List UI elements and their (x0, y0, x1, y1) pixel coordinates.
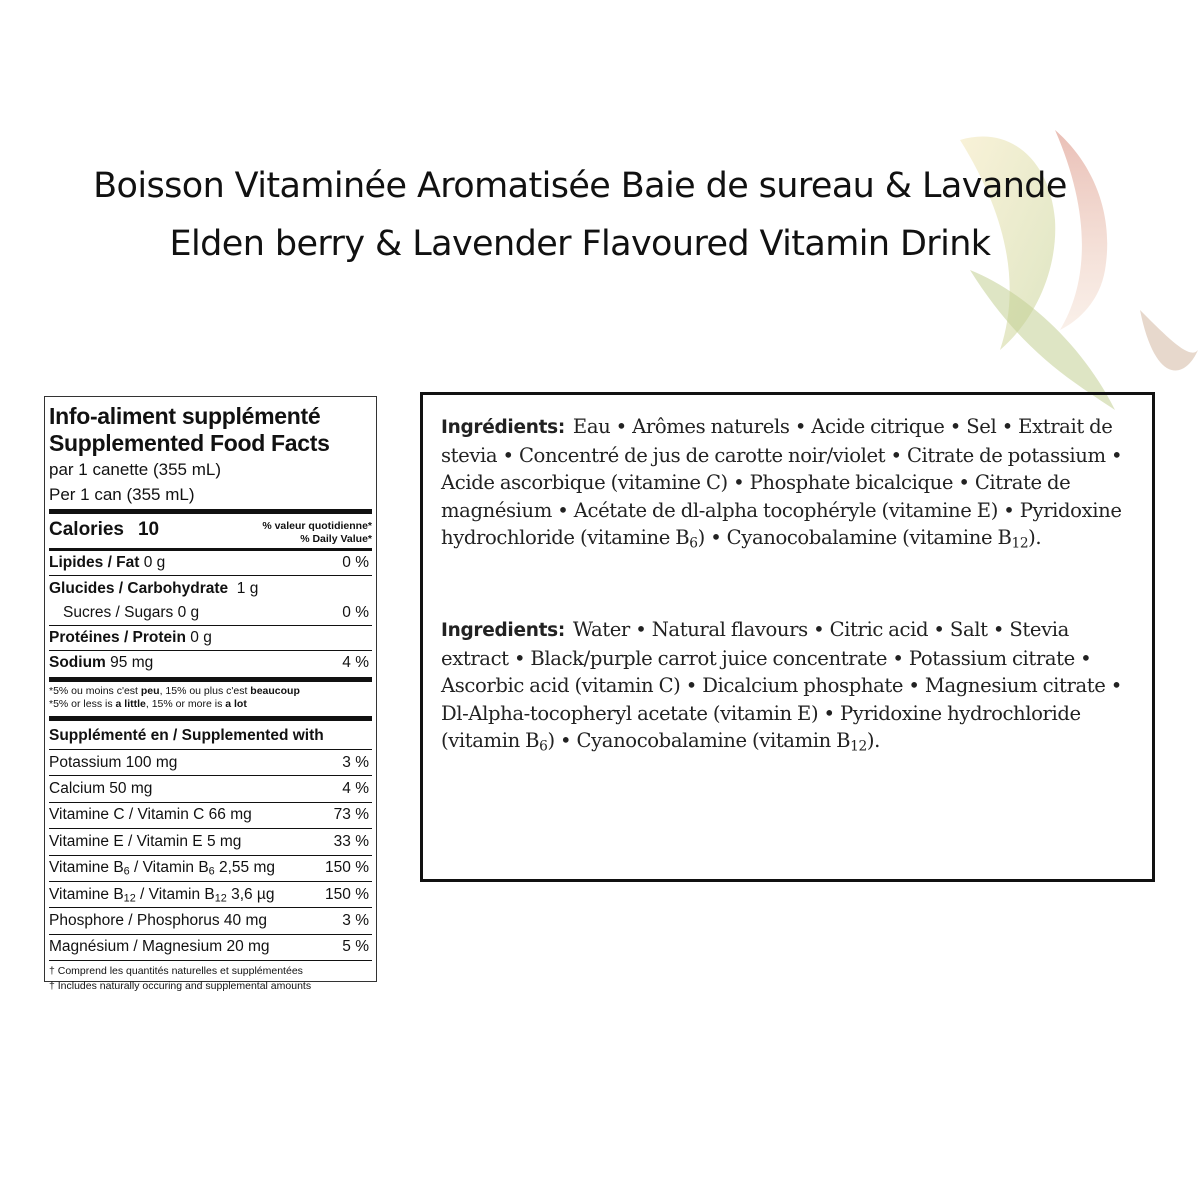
supplemented-header: Supplémenté en / Supplemented with (49, 727, 324, 744)
supplement-row-vitamin-e (49, 829, 372, 854)
protein-row (49, 626, 372, 650)
dv-footnote (49, 682, 372, 714)
dv-header-en: % Daily Value* (300, 533, 372, 545)
supplement-label (49, 859, 275, 877)
supplement-pct: 33 % (333, 832, 369, 850)
dv-header-fr: % valeur quotidienne* (262, 520, 372, 532)
fn-en-a: *5% or less is (49, 698, 116, 710)
ingredients-en (441, 616, 1138, 755)
supplement-row-phosphorus (49, 908, 372, 933)
supplement-pct: 150 % (325, 859, 369, 877)
serving-size-fr: par 1 canette (355 mL) (49, 460, 221, 479)
flower-petal-icon (940, 120, 1200, 420)
fat-amount: 0 g (143, 554, 166, 571)
fn-fr-b: peu (140, 685, 160, 697)
supplement-label: Vitamine E / Vitamin E 5 mg (49, 832, 242, 850)
protein-amount: 0 g (190, 629, 212, 646)
supplement-footnote-en: † Includes naturally occuring and supplemental amounts (49, 980, 312, 993)
ingredients-fr (441, 413, 1138, 552)
fn-en-b: a little (115, 698, 146, 710)
protein-label: Protéines / Protein (49, 629, 186, 646)
ingredients-en-sub-a: 6 (539, 738, 548, 755)
b12-sub-b: 12 (214, 892, 227, 905)
sugars-label: Sucres / Sugars (63, 604, 174, 621)
ingredients-fr-sub-a: 6 (689, 535, 698, 552)
supplement-pct: 3 % (342, 753, 369, 771)
dv-footnote-en (49, 698, 372, 711)
supplement-label: Vitamine C / Vitamin C 66 mg (49, 806, 252, 824)
ingredients-fr-text-b: ) • Cyanocobalamine (vitamine B (697, 526, 1012, 550)
ingredients-fr-sub-b: 12 (1011, 535, 1029, 552)
fat-label: Lipides / Fat (49, 554, 140, 571)
b6-c: 2,55 mg (214, 859, 276, 877)
sodium-row (49, 651, 372, 675)
supplement-pct: 73 % (333, 806, 369, 824)
dv-footnote-fr (49, 685, 372, 698)
fn-fr-a: *5% ou moins c'est (49, 685, 141, 697)
ingredients-en-text-c: ). (866, 729, 880, 753)
nf-heading-en: Supplemented Food Facts (49, 430, 330, 456)
supplement-footnote (49, 961, 372, 994)
ingredients-box (420, 392, 1155, 882)
page-title-fr: Boisson Vitaminée Aromatisée Baie de sureau & Lavande (93, 166, 1067, 206)
supplement-label: Magnésium / Magnesium 20 mg (49, 938, 270, 956)
b12-sub-a: 12 (123, 892, 136, 905)
nutrition-facts-panel (44, 396, 377, 993)
supplement-label: Potassium 100 mg (49, 753, 178, 771)
supplement-row-potassium (49, 750, 372, 775)
supplement-row-vitamin-b6 (49, 856, 372, 881)
supplement-footnote-fr: † Comprend les quantités naturelles et supplémentées (49, 965, 303, 978)
fat-pct: 0 % (342, 554, 369, 571)
b6-a: Vitamine B (49, 859, 124, 877)
calories-label: Calories (49, 519, 124, 540)
b12-c: 3,6 µg (226, 885, 275, 903)
ingredients-en-text-b: ) • Cyanocobalamine (vitamin B (547, 729, 851, 753)
fn-en-c: , 15% or more is (145, 698, 226, 710)
carb-label: Glucides / Carbohydrate (49, 580, 229, 597)
sugars-row (49, 601, 372, 625)
supplement-label: Phosphore / Phosphorus 40 mg (49, 912, 267, 930)
serving-size-en: Per 1 can (355 mL) (49, 485, 195, 504)
fat-row (49, 551, 372, 575)
calories-row (49, 514, 372, 548)
page-title-en: Elden berry & Lavender Flavoured Vitamin Drink (169, 224, 991, 264)
petal-green-2 (1140, 310, 1198, 371)
supplement-pct: 150 % (325, 885, 369, 903)
supplement-label (49, 886, 274, 904)
ingredients-label-en: Ingredients: (441, 619, 565, 641)
b12-b: / Vitamin B (135, 885, 215, 903)
supplement-row-vitamin-c (49, 803, 372, 828)
calories-value: 10 (137, 519, 160, 540)
supplement-label: Calcium 50 mg (49, 780, 153, 798)
supplement-pct: 3 % (342, 912, 369, 930)
b6-b: / Vitamin B (129, 859, 209, 877)
b6-sub-a: 6 (123, 865, 130, 878)
b6-sub-b: 6 (208, 865, 215, 878)
ingredients-fr-text-c: ). (1028, 526, 1042, 550)
sodium-pct: 4 % (342, 654, 369, 671)
ingredients-fr-text-a: Eau • Arômes naturels • Acide citrique • Sel • Extrait de stevia • Concentré de jus de carotte noir/violet • Citrate de potassium • Acide ascorbique (vitamine C) • Phosphate bicalcique • Citrate de magnésium • Acétate de dl-alpha tocophéryle (vitamine E) • Pyridoxine hydrochloride (vitamine B (441, 415, 1123, 550)
sodium-label: Sodium (49, 654, 106, 671)
fn-fr-c: , 15% ou plus c'est (159, 685, 251, 697)
ingredients-en-text-a: Water • Natural flavours • Citric acid • Salt • Stevia extract • Black/purple carrot juice concentrate • Potassium citrate • Ascorbic acid (vitamin C) • Dicalcium phosphate • Magnesium citrate • Dl-Alpha-tocopheryl acetate (vitamin E) • Pyridoxine hydrochloride (vitamin B (441, 617, 1122, 753)
fn-en-d: a lot (225, 698, 247, 710)
carb-row (49, 576, 372, 601)
supplement-row-vitamin-b12 (49, 882, 372, 907)
sugars-pct: 0 % (342, 604, 369, 621)
supplement-pct: 4 % (342, 780, 369, 798)
fn-fr-d: beaucoup (250, 685, 300, 697)
nf-heading-fr: Info-aliment supplémenté (49, 403, 321, 429)
sodium-amount: 95 mg (110, 654, 154, 671)
sugars-amount: 0 g (177, 604, 200, 621)
carb-amount: 1 g (236, 580, 259, 597)
supplement-row-calcium (49, 776, 372, 801)
supplement-pct: 5 % (342, 938, 369, 956)
b12-a: Vitamine B (49, 885, 124, 903)
ingredients-label-fr: Ingrédients: (441, 417, 565, 438)
supplement-row-magnesium (49, 935, 372, 960)
ingredients-en-sub-b: 12 (850, 738, 867, 755)
